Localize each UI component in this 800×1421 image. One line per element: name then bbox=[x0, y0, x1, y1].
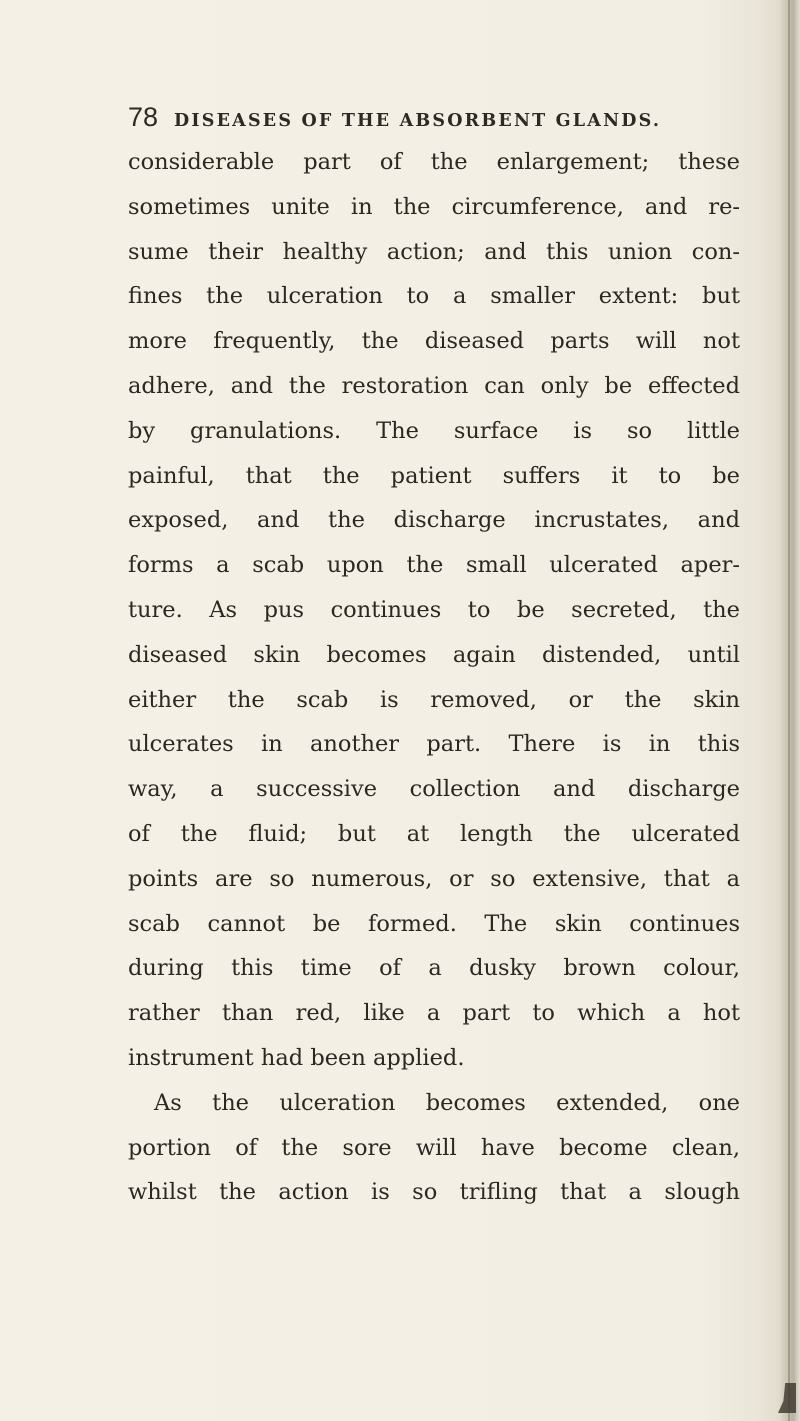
text-line: ture. As pus continues to be secreted, the bbox=[128, 596, 740, 623]
text-line: either the scab is removed, or the skin bbox=[128, 686, 740, 713]
page-edge-line bbox=[788, 0, 790, 1421]
text-line: instrument had been applied. bbox=[128, 1044, 465, 1071]
text-line: forms a scab upon the small ulcerated aper- bbox=[128, 552, 740, 579]
text-line: whilst the action is so trifling that a slough bbox=[128, 1179, 740, 1206]
text-line: more frequently, the diseased parts will not bbox=[128, 328, 740, 355]
page-header bbox=[128, 102, 688, 142]
text-line: points are so numerous, or so extensive, that a bbox=[128, 865, 740, 892]
text-line: sometimes unite in the circumference, and re- bbox=[128, 193, 740, 220]
text-line: during this time of a dusky brown colour, bbox=[128, 955, 740, 982]
text-line: fines the ulceration to a smaller extent: but bbox=[128, 283, 740, 310]
text-line: exposed, and the discharge incrustates, and bbox=[128, 507, 740, 534]
running-head: DISEASES OF THE ABSORBENT GLANDS. bbox=[174, 111, 662, 131]
text-line: of the fluid; but at length the ulcerated bbox=[128, 820, 740, 847]
text-line: painful, that the patient suffers it to be bbox=[128, 462, 740, 489]
text-line: considerable part of the enlargement; these bbox=[128, 149, 740, 175]
text-line: As the ulceration becomes extended, one bbox=[154, 1089, 740, 1116]
text-line: rather than red, like a part to which a hot bbox=[128, 1000, 740, 1027]
text-line: portion of the sore will have become clean, bbox=[128, 1134, 740, 1161]
text-line: scab cannot be formed. The skin continues bbox=[128, 910, 740, 937]
page-number: 78 bbox=[128, 102, 159, 132]
text-line: by granulations. The surface is so little bbox=[128, 417, 740, 444]
text-line: adhere, and the restoration can only be effected bbox=[128, 372, 740, 399]
text-line: sume their healthy action; and this union con- bbox=[128, 238, 740, 265]
body-text bbox=[128, 140, 740, 1215]
text-line: way, a successive collection and discharge bbox=[128, 776, 740, 803]
text-line: ulcerates in another part. There is in this bbox=[128, 731, 740, 758]
text-line: diseased skin becomes again distended, until bbox=[128, 641, 740, 668]
